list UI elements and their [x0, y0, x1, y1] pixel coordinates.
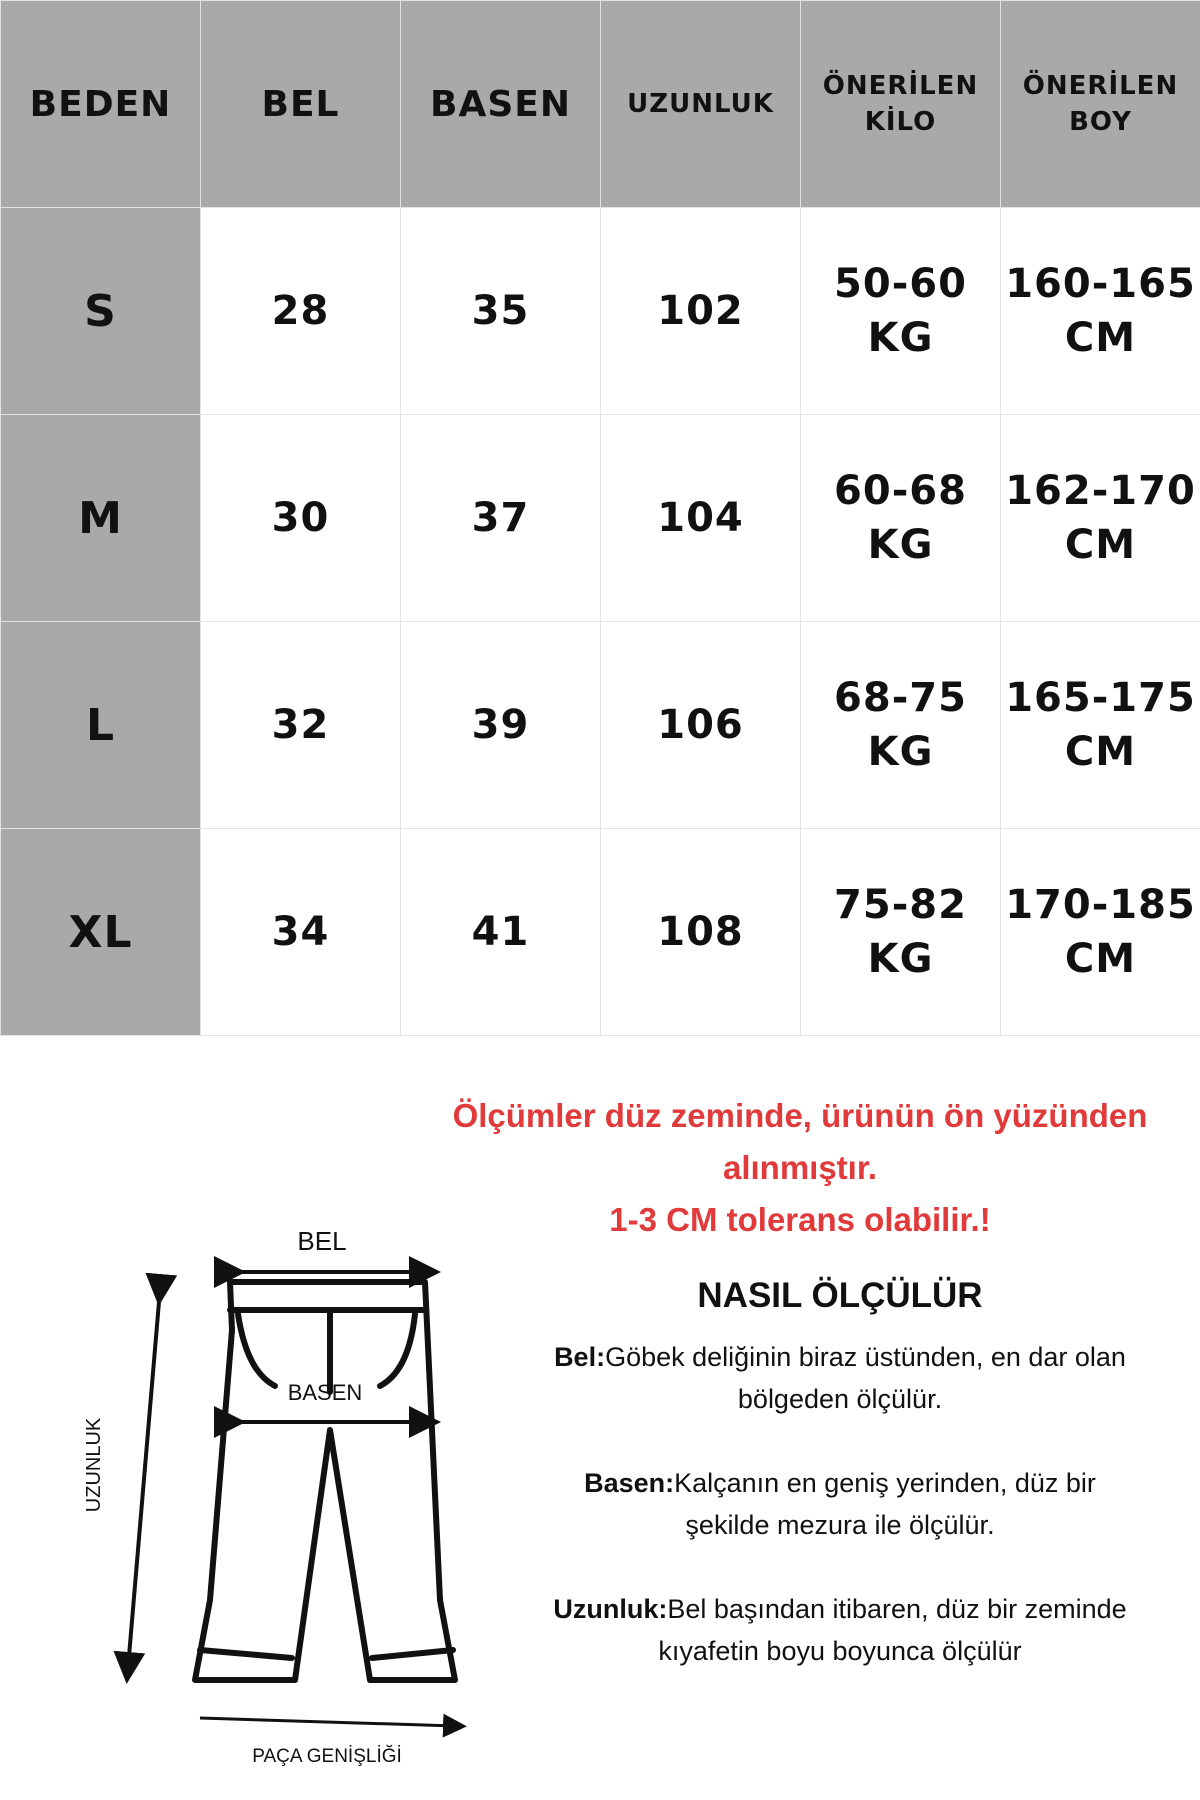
table-header-row: [1, 1, 1200, 208]
tolerance-notice: 1-3 CM tolerans olabilir.!: [609, 1201, 991, 1238]
waist-cell: 32: [201, 622, 401, 829]
header-weight-line2: KİLO: [864, 107, 937, 137]
header-hip: BASEN: [401, 1, 601, 208]
weight-range: 68-75: [834, 675, 967, 721]
header-height-line2: BOY: [1069, 107, 1132, 137]
measurement-notice-line1: Ölçümler düz zeminde, ürünün ön yüzünden: [452, 1097, 1148, 1134]
weight-range: 75-82: [834, 882, 967, 928]
size-cell: L: [1, 622, 201, 829]
header-length: UZUNLUK: [601, 1, 801, 208]
size-cell: M: [1, 415, 201, 622]
length-instruction-label: Uzunluk:: [553, 1594, 668, 1624]
hem-arrow: [200, 1718, 455, 1726]
waist-instruction: [510, 1336, 1170, 1420]
length-instruction-text-2: kıyafetin boyu boyunca ölçülür: [658, 1636, 1022, 1666]
table-row: [1, 415, 1200, 622]
height-unit: CM: [1064, 522, 1137, 568]
hip-cell: 41: [401, 829, 601, 1036]
height-cell: [1001, 829, 1200, 1036]
weight-range: 60-68: [834, 468, 967, 514]
weight-unit: KG: [867, 729, 934, 775]
table-row: [1, 829, 1200, 1036]
size-cell: XL: [1, 829, 201, 1036]
height-range: 170-185: [1005, 882, 1196, 928]
weight-cell: [801, 829, 1001, 1036]
weight-unit: KG: [867, 522, 934, 568]
height-unit: CM: [1064, 315, 1137, 361]
weight-cell: [801, 415, 1001, 622]
height-cell: [1001, 208, 1200, 415]
waist-cell: 28: [201, 208, 401, 415]
height-unit: CM: [1064, 936, 1137, 982]
waist-instruction-text-1: Göbek deliğinin biraz üstünden, en dar olan: [605, 1342, 1126, 1372]
header-weight: [801, 1, 1001, 208]
header-height: [1001, 1, 1200, 208]
waist-cell: 34: [201, 829, 401, 1036]
size-cell: S: [1, 208, 201, 415]
height-range: 162-170: [1005, 468, 1196, 514]
length-instruction: [510, 1588, 1170, 1672]
waist-label: BEL: [297, 1226, 347, 1256]
weight-range: 50-60: [834, 261, 967, 307]
length-instruction-text-1: Bel başından itibaren, düz bir zeminde: [667, 1594, 1127, 1624]
weight-unit: KG: [867, 936, 934, 982]
hip-instruction-label: Basen:: [584, 1468, 675, 1498]
height-unit: CM: [1064, 729, 1137, 775]
hip-cell: 35: [401, 208, 601, 415]
right-hem-line: [372, 1650, 453, 1658]
hip-label: BASEN: [287, 1380, 363, 1405]
header-weight-line1: ÖNERİLEN: [822, 71, 979, 101]
waist-instruction-label: Bel:: [554, 1342, 606, 1372]
waist-cell: 30: [201, 415, 401, 622]
trousers-outline: [195, 1282, 455, 1680]
length-label: UZUNLUK: [83, 1417, 105, 1513]
height-cell: [1001, 622, 1200, 829]
measurement-notice-line2: alınmıştır.: [722, 1149, 878, 1186]
weight-unit: KG: [867, 315, 934, 361]
header-size: BEDEN: [1, 1, 201, 208]
height-cell: [1001, 415, 1200, 622]
height-range: 160-165: [1005, 261, 1196, 307]
table-row: [1, 622, 1200, 829]
how-to-measure-title: NASIL ÖLÇÜLÜR: [697, 1276, 983, 1315]
height-range: 165-175: [1005, 675, 1196, 721]
right-pocket: [380, 1314, 415, 1386]
table-row: [1, 208, 1200, 415]
hip-instruction: [510, 1462, 1170, 1546]
hip-cell: 37: [401, 415, 601, 622]
length-cell: 106: [601, 622, 801, 829]
length-cell: 104: [601, 415, 801, 622]
length-arrow: [128, 1290, 160, 1668]
left-hem-line: [200, 1650, 292, 1658]
weight-cell: [801, 622, 1001, 829]
trousers-measurement-diagram: [60, 1210, 480, 1790]
weight-cell: [801, 208, 1001, 415]
length-cell: 102: [601, 208, 801, 415]
left-pocket: [238, 1314, 275, 1386]
hip-cell: 39: [401, 622, 601, 829]
hip-instruction-text-2: şekilde mezura ile ölçülür.: [685, 1510, 995, 1540]
header-height-line1: ÖNERİLEN: [1022, 71, 1179, 101]
hip-instruction-text-1: Kalçanın en geniş yerinden, düz bir: [674, 1468, 1096, 1498]
length-cell: 108: [601, 829, 801, 1036]
hem-label: PAÇA GENİŞLİĞİ: [252, 1746, 402, 1767]
header-waist: BEL: [201, 1, 401, 208]
waist-instruction-text-2: bölgeden ölçülür.: [737, 1384, 943, 1414]
trousers-icon: [195, 1282, 455, 1680]
